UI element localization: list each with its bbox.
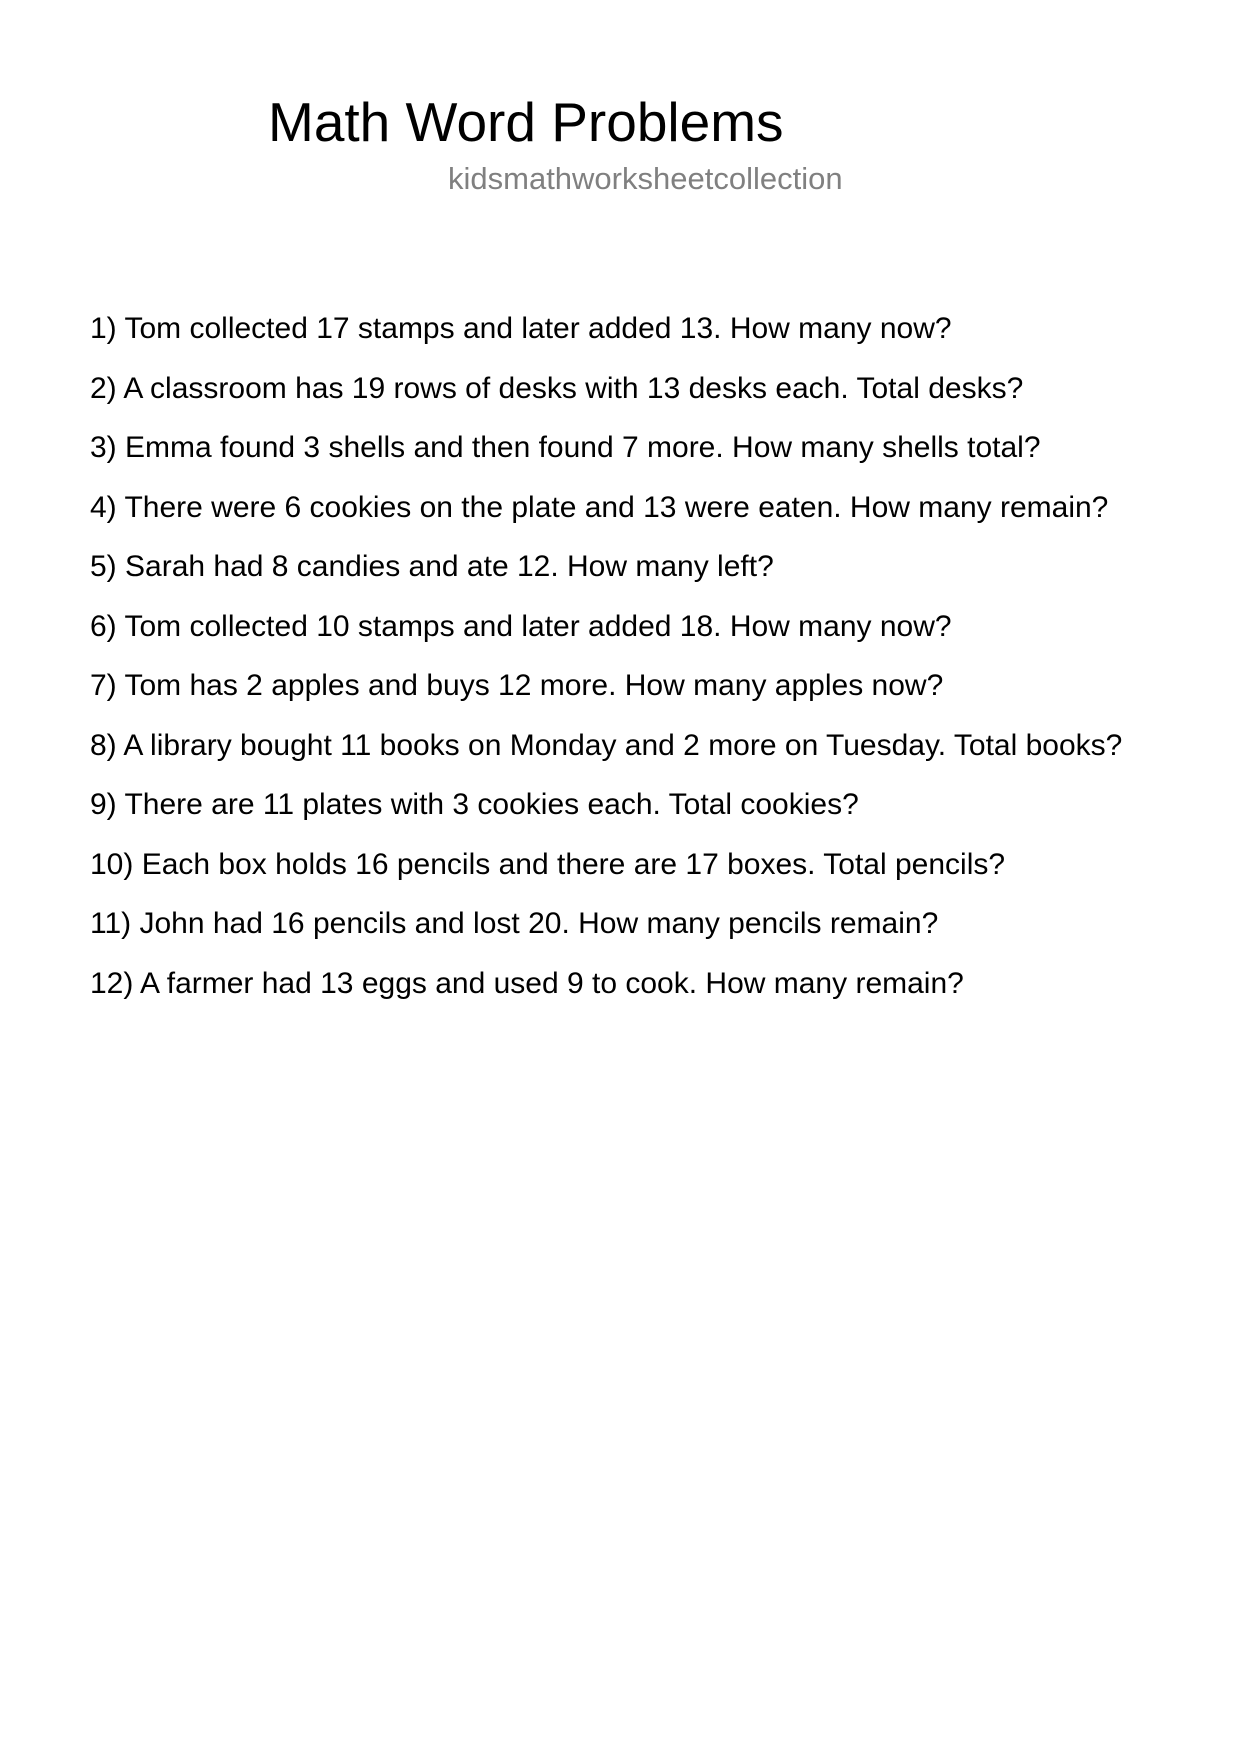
problem-item: 12) A farmer had 13 eggs and used 9 to cook. How many remain? bbox=[90, 966, 964, 1000]
page-title: Math Word Problems bbox=[268, 91, 784, 153]
problem-item: 7) Tom has 2 apples and buys 12 more. How many apples now? bbox=[90, 669, 944, 702]
problem-item: 3) Emma found 3 shells and then found 7 more. How many shells total? bbox=[90, 431, 1041, 464]
problem-item: 10) Each box holds 16 pencils and there are 17 boxes. Total pencils? bbox=[90, 847, 1006, 881]
problem-item: 6) Tom collected 10 stamps and later added 18. How many now? bbox=[90, 609, 952, 643]
problem-item: 9) There are 11 plates with 3 cookies each. Total cookies? bbox=[90, 788, 859, 821]
problem-item: 8) A library bought 11 books on Monday and 2 more on Tuesday. Total books? bbox=[90, 728, 1123, 762]
problem-item: 4) There were 6 cookies on the plate and 13 were eaten. How many remain? bbox=[90, 490, 1109, 524]
problem-item: 5) Sarah had 8 candies and ate 12. How many left? bbox=[90, 550, 774, 583]
page-subtitle: kidsmathworksheetcollection bbox=[448, 161, 843, 196]
problem-item: 11) John had 16 pencils and lost 20. How many pencils remain? bbox=[90, 907, 939, 940]
problem-item: 2) A classroom has 19 rows of desks with 13 desks each. Total desks? bbox=[90, 371, 1024, 405]
problem-item: 1) Tom collected 17 stamps and later added 13. How many now? bbox=[90, 312, 952, 345]
problem-list bbox=[90, 310, 1150, 1024]
